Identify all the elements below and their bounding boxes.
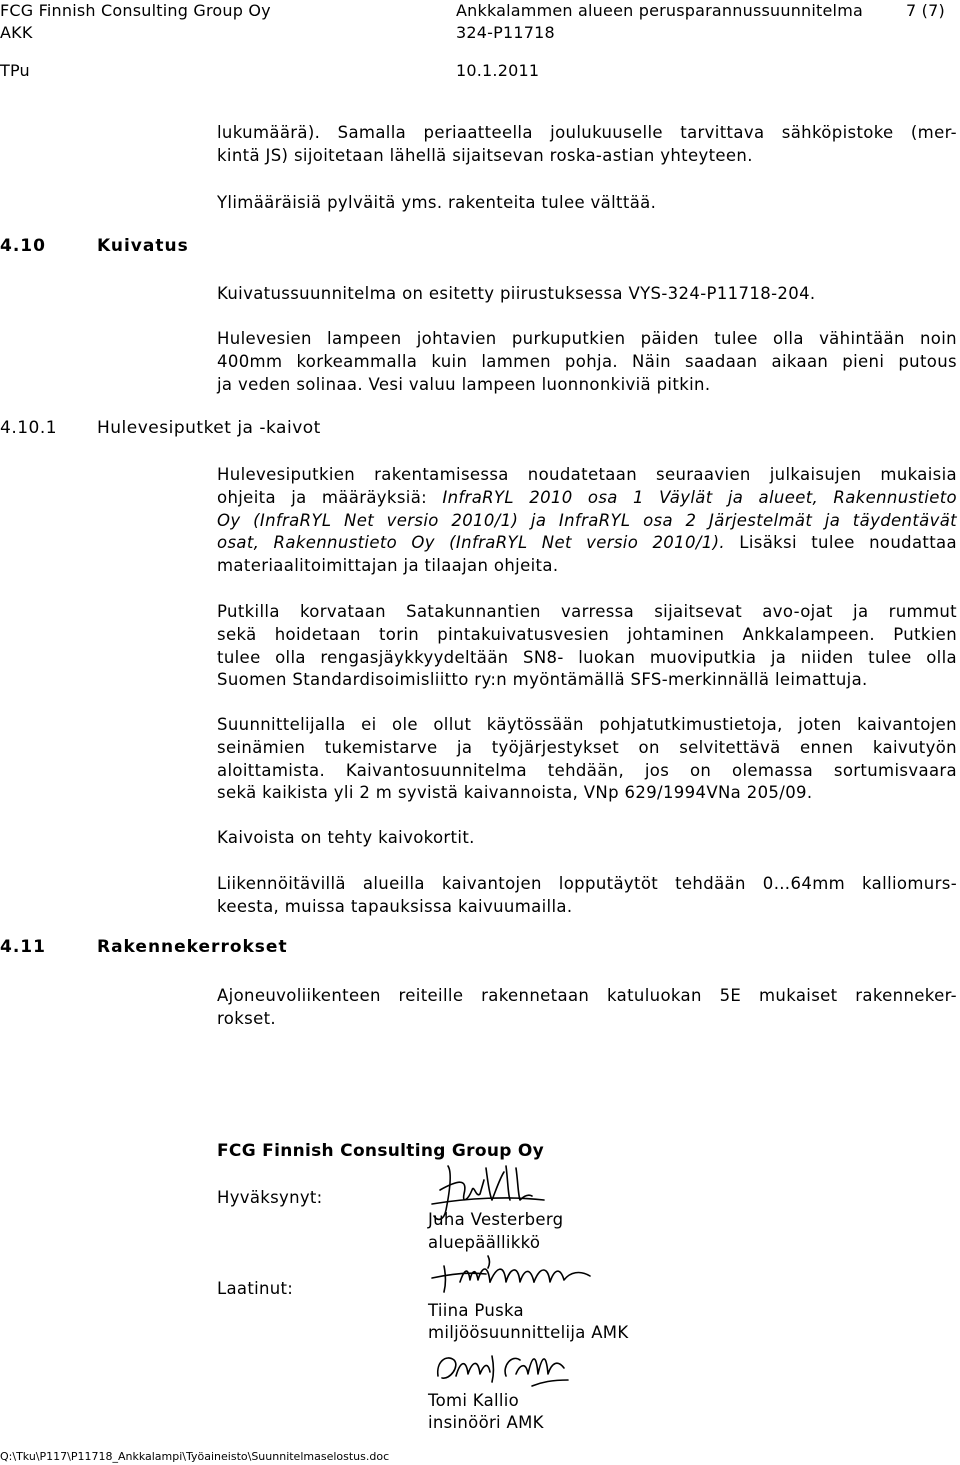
header-page-number: 7 (7) — [906, 1, 945, 20]
prepared-label: Laatinut: — [217, 1279, 294, 1298]
text-line: sekä kaikista yli 2 m syvistä kaivannoista, VNp 629/1994VNa 205/09. — [217, 783, 813, 803]
section-title: Rakennekerrokset — [97, 937, 288, 957]
kuivatus-paragraph-2 — [217, 328, 957, 396]
kuivatus-paragraph-1 — [217, 283, 957, 306]
header-author: TPu — [0, 61, 30, 80]
text-line: materiaalitoimittajan ja tilaajan ohjeita. — [217, 556, 559, 576]
text-line: 400mm korkeammalla kuin lammen pohja. Näin saadaan aikaan pieni putous — [217, 351, 957, 371]
approved-label: Hyväksynyt: — [217, 1188, 323, 1207]
text-run: Lisäksi tulee noudattaa — [724, 533, 957, 553]
text-line: aloittamista. Kaivantosuunnitelma tehdään, jos on olemassa sortumisvaara — [217, 760, 957, 780]
section-heading-4-10-1 — [0, 418, 321, 438]
intro-line: kintä JS) sijoitetaan lähellä sijaitsevan roska-astian yhteyteen. — [217, 145, 753, 165]
section-title: Hulevesiputket ja -kaivot — [97, 418, 321, 438]
text-line: Liikennöitävillä alueilla kaivantojen lopputäytöt tehdään 0…64mm kalliomurs- — [217, 874, 957, 893]
footer-file-path: Q:\Tku\P117\P11718_Ankkalampi\Työaineisto\Suunnitelmaselostus.doc — [0, 1450, 390, 1463]
section-heading-4-10 — [0, 236, 189, 256]
intro-line: Ylimääräisiä pylväitä yms. rakenteita tulee välttää. — [217, 193, 657, 212]
intro-note — [217, 192, 957, 215]
text-line: rokset. — [217, 1008, 276, 1028]
section-heading-4-11 — [0, 937, 288, 957]
section-number: 4.10 — [0, 236, 46, 256]
hulevesi-paragraph-4 — [217, 827, 957, 850]
section-number: 4.10.1 — [0, 418, 58, 438]
header-date: 10.1.2011 — [456, 61, 540, 80]
hulevesi-paragraph-3 — [217, 714, 957, 805]
header-dept: AKK — [0, 23, 33, 42]
text-line — [217, 487, 957, 510]
rakenne-paragraph-1 — [217, 985, 957, 1031]
citation-run: Oy (InfraRYL Net versio 2010/1) ja InfraRYL osa 2 Järjestelmät ja täydentävät — [217, 510, 957, 530]
approved-title: aluepäällikkö — [428, 1233, 541, 1252]
header-doc-number: 324-P11718 — [456, 23, 555, 42]
text-line: seinämien tukemistarve ja työjärjestykset on selvitettävä ennen kaivutyön — [217, 737, 957, 757]
intro-paragraph — [217, 122, 957, 168]
text-line: Putkilla korvataan Satakunnantien varressa sijaitsevat avo-ojat ja rummut — [217, 602, 957, 621]
text-line: Kuivatussuunnitelma on esitetty piirustuksessa VYS-324-P11718-204. — [217, 284, 816, 303]
prepared1-title: miljöösuunnittelija AMK — [428, 1323, 629, 1342]
prepared1-name: Tiina Puska — [428, 1301, 524, 1320]
signature-kallio — [432, 1346, 572, 1390]
signature-company: FCG Finnish Consulting Group Oy — [217, 1141, 545, 1161]
text-line — [217, 510, 957, 533]
hulevesi-paragraph-5 — [217, 873, 957, 919]
intro-line: lukumäärä). Samalla periaatteella joulukuuselle tarvittava sähköpistoke (mer- — [217, 123, 957, 142]
text-line: keesta, muissa tapauksissa kaivuumailla. — [217, 896, 573, 916]
prepared2-title: insinööri AMK — [428, 1413, 544, 1432]
text-line — [217, 532, 957, 555]
text-line: Hulevesiputkien rakentamisessa noudatetaan seuraavien julkaisujen mukaisia — [217, 465, 957, 484]
signature-puska — [430, 1252, 595, 1296]
prepared2-name: Tomi Kallio — [428, 1391, 520, 1410]
approved-name: Juha Vesterberg — [428, 1210, 564, 1229]
citation-run: InfraRYL 2010 osa 1 Väylät ja alueet, Rakennustieto — [442, 487, 957, 507]
text-line: sekä hoidetaan torin pintakuivatusvesien johtaminen Ankkalampeen. Putkien — [217, 624, 957, 644]
text-line: Hulevesien lampeen johtavien purkuputkien päiden tulee olla vähintään noin — [217, 329, 957, 348]
text-line: tulee olla rengasjäykkyydeltään SN8- luokan muoviputkia ja niiden tulee olla — [217, 647, 957, 667]
header-doc-title: Ankkalammen alueen perusparannussuunnitelma — [456, 1, 863, 20]
text-line: Kaivoista on tehty kaivokortit. — [217, 828, 475, 847]
hulevesi-paragraph-2 — [217, 601, 957, 692]
text-run: ohjeita ja määräyksiä: — [217, 487, 443, 507]
header-company: FCG Finnish Consulting Group Oy — [0, 1, 271, 20]
section-title: Kuivatus — [97, 236, 189, 256]
hulevesi-paragraph-1 — [217, 464, 957, 578]
text-line: ja veden solinaa. Vesi valuu lampeen luonnonkiviä pitkin. — [217, 374, 711, 394]
text-line: Suomen Standardisoimisliitto ry:n myöntämällä SFS-merkinnällä leimattuja. — [217, 670, 868, 690]
text-line: Suunnittelijalla ei ole ollut käytössään pohjatutkimustietoja, joten kaivantojen — [217, 715, 957, 734]
section-number: 4.11 — [0, 937, 46, 957]
text-line: Ajoneuvoliikenteen reiteille rakennetaan katuluokan 5E mukaiset rakenneker- — [217, 986, 957, 1005]
citation-run: osat, Rakennustieto Oy (InfraRYL Net versio 2010/1). — [217, 533, 725, 553]
